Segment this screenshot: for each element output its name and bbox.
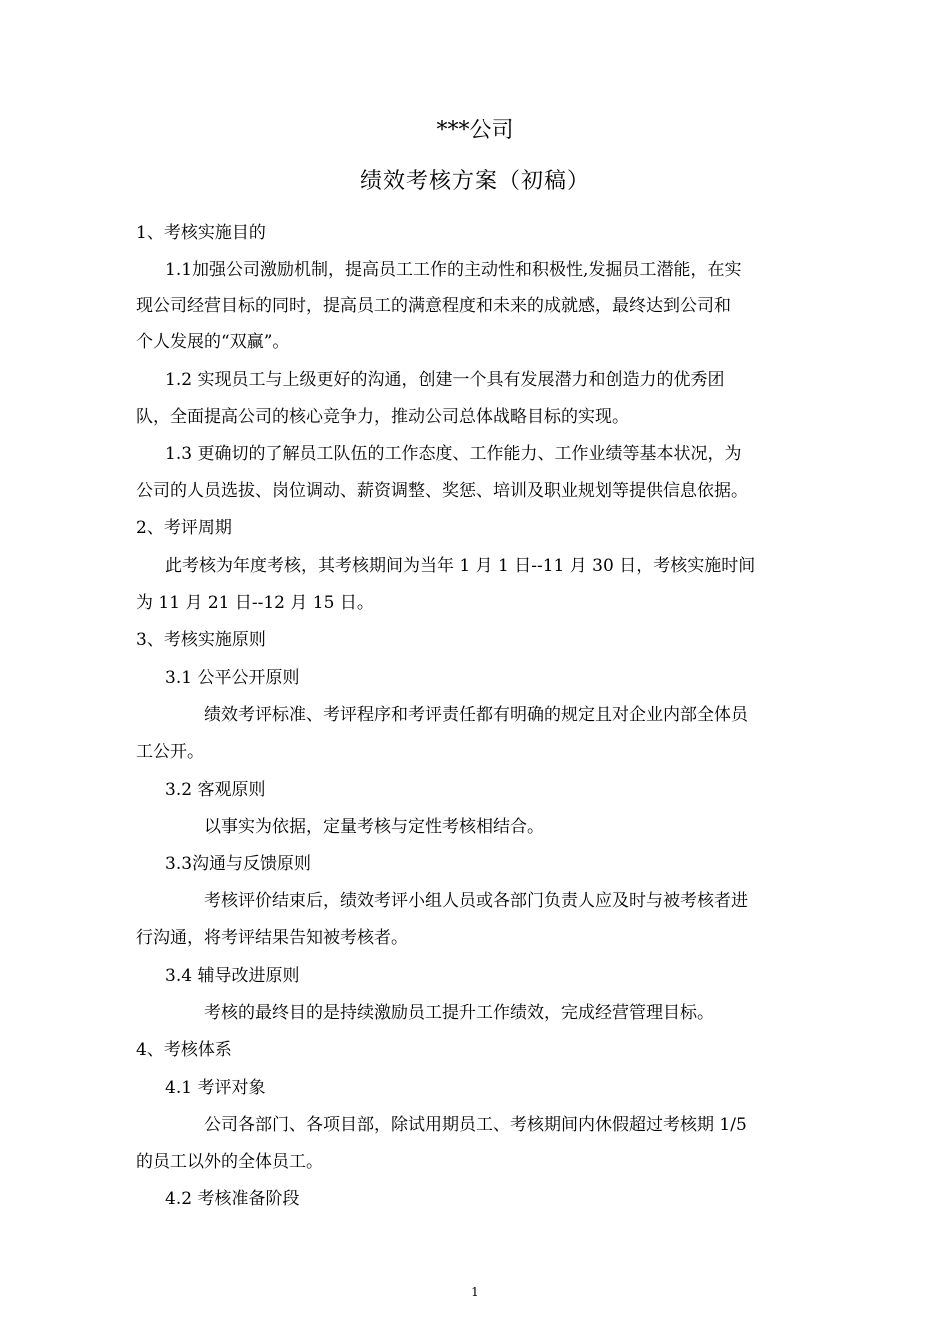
paragraph-line: 考核的最终目的是持续激励员工提升工作绩效，完成经营管理目标。 (204, 1003, 714, 1023)
paragraph-line: 1.3 更确切的了解员工队伍的工作态度、工作能力、工作业绩等基本状况，为 (165, 444, 742, 464)
subsection-heading: 3.3沟通与反馈原则 (165, 854, 312, 874)
document-title: 绩效考核方案（初稿） (359, 169, 590, 194)
paragraph-line: 公司各部门、各项目部，除试用期员工、考核期间内休假超过考核期 1/5 (204, 1115, 747, 1135)
subsection-heading: 3.2 客观原则 (165, 780, 266, 800)
paragraph-line: 此考核为年度考核，其考核期间为当年 1 月 1 日--11 月 30 日，考核实施时间 (165, 556, 756, 576)
section-heading: 1、考核实施目的 (136, 223, 266, 243)
section-heading: 4、考核体系 (136, 1040, 232, 1060)
paragraph-line: 队，全面提高公司的核心竞争力，推动公司总体战略目标的实现。 (136, 407, 629, 427)
paragraph-line: 1.2 实现员工与上级更好的沟通，创建一个具有发展潜力和创造力的优秀团 (165, 370, 725, 390)
page-number: 1 (471, 1285, 479, 1299)
paragraph-line: 行沟通，将考评结果告知被考核者。 (136, 928, 408, 948)
paragraph-line: 绩效考评标准、考评程序和考评责任都有明确的规定且对企业内部全体员 (204, 705, 748, 725)
section-heading: 2、考评周期 (136, 518, 232, 538)
paragraph-line: 工公开。 (136, 742, 204, 762)
paragraph-line: 1.1加强公司激励机制，提高员工工作的主动性和积极性,发掘员工潜能，在实 (165, 260, 742, 280)
paragraph-line: 的员工以外的全体员工。 (136, 1152, 323, 1172)
paragraph-line: 考核评价结束后，绩效考评小组人员或各部门负责人应及时与被考核者进 (204, 891, 748, 911)
paragraph-line: 以事实为依据，定量考核与定性考核相结合。 (204, 817, 544, 837)
subsection-heading: 3.4 辅导改进原则 (165, 966, 300, 986)
subsection-heading: 3.1 公平公开原则 (165, 668, 300, 688)
section-heading: 3、考核实施原则 (136, 630, 266, 650)
paragraph-line: 现公司经营目标的同时，提高员工的满意程度和未来的成就感，最终达到公司和 (136, 296, 731, 316)
subsection-heading: 4.2 考核准备阶段 (165, 1189, 300, 1209)
subsection-heading: 4.1 考评对象 (165, 1078, 266, 1098)
paragraph-line: 为 11 月 21 日--12 月 15 日。 (136, 593, 374, 613)
paragraph-line: 个人发展的“双赢”。 (136, 332, 290, 352)
company-title: ***公司 (436, 118, 514, 143)
paragraph-line: 公司的人员选拔、岗位调动、薪资调整、奖惩、培训及职业规划等提供信息依据。 (136, 481, 748, 501)
